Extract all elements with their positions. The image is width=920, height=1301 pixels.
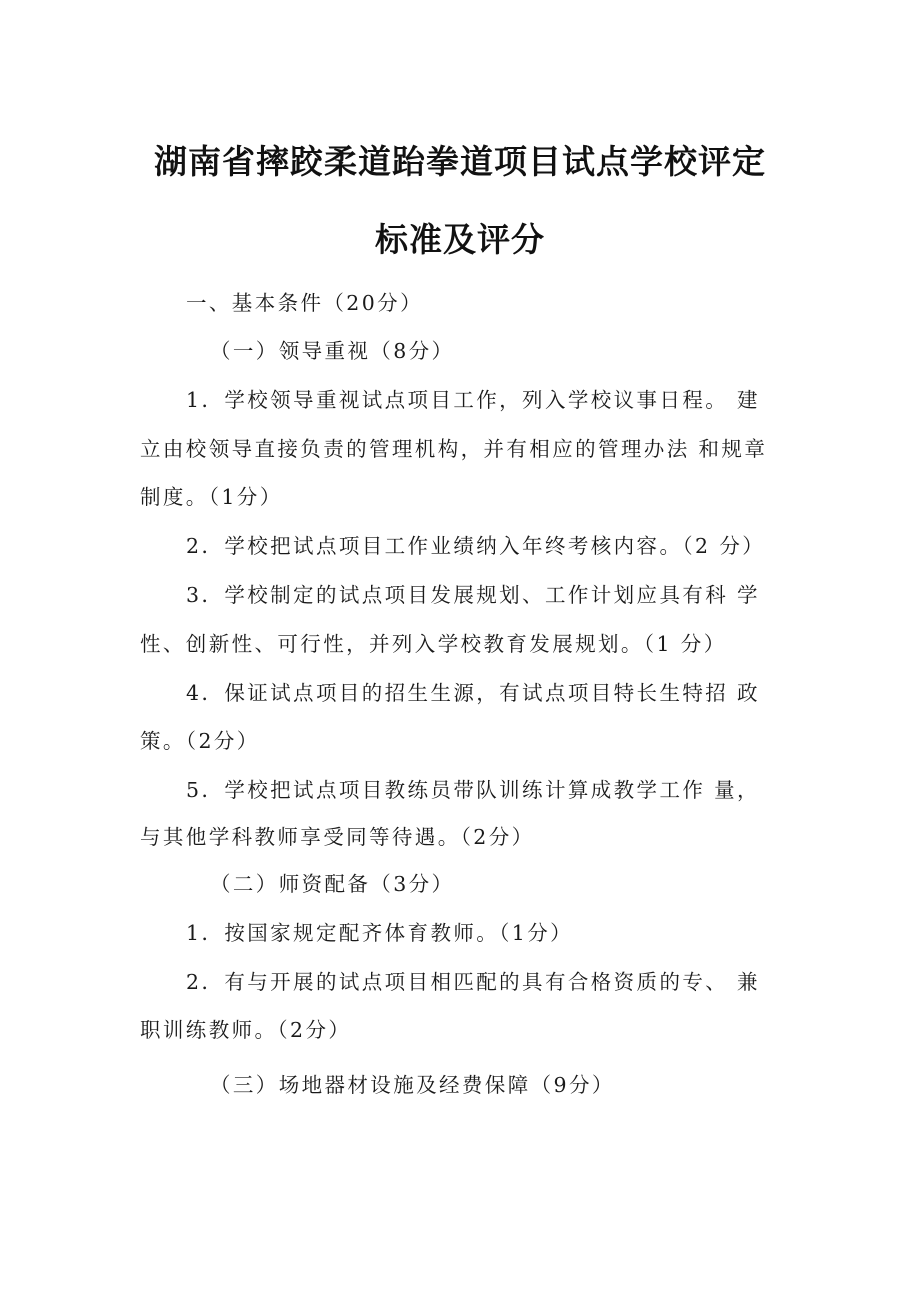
paragraph-line: 1．学校领导重视试点项目工作，列入学校议事日程。 建 — [186, 388, 760, 412]
paragraph-line: 2．学校把试点项目工作业绩纳入年终考核内容。（2 分） — [186, 534, 766, 558]
paragraph-line: 与其他学科教师享受同等待遇。（2分） — [140, 825, 535, 849]
paragraph-line: 性、创新性、可行性，并列入学校教育发展规划。（1 分） — [140, 632, 727, 656]
paragraph-line: 3．学校制定的试点项目发展规划、工作计划应具有科 学 — [186, 583, 760, 607]
paragraph-line: 立由校领导直接负责的管理机构，并有相应的管理办法 和规章 — [140, 437, 768, 461]
paragraph-line: 2．有与开展的试点项目相匹配的具有合格资质的专、 兼 — [186, 970, 760, 994]
subsection-heading: （二）师资配备（3分） — [210, 872, 455, 896]
document-title-line-1: 湖南省摔跤柔道跆拳道项目试点学校评定 — [154, 142, 766, 181]
paragraph-line: 4．保证试点项目的招生生源，有试点项目特长生特招 政 — [186, 681, 760, 705]
paragraph-line: 策。（2分） — [140, 729, 260, 753]
paragraph-line: 5．学校把试点项目教练员带队训练计算成教学工作 量， — [186, 778, 760, 802]
document-title-line-2: 标准及评分 — [375, 220, 545, 259]
paragraph-line: 职训练教师。（2分） — [140, 1018, 352, 1042]
section-heading: 一、基本条件（20分） — [186, 291, 423, 315]
paragraph-line: 制度。（1分） — [140, 485, 283, 509]
subsection-heading: （三）场地器材设施及经费保障（9分） — [210, 1073, 615, 1097]
paragraph-line: 1．按国家规定配齐体育教师。（1分） — [186, 921, 574, 945]
subsection-heading: （一）领导重视（8分） — [210, 339, 455, 363]
